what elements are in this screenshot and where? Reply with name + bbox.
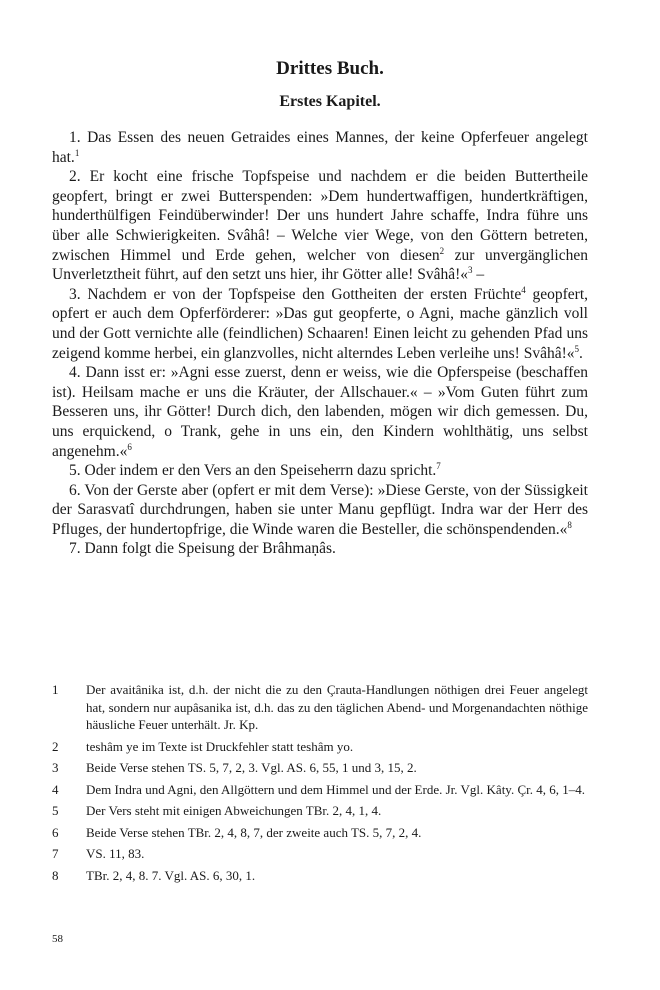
footnote-text: VS. 11, 83. [86, 846, 145, 861]
paragraph-text: 1. Das Essen des neuen Getraides eines Mannes, der keine Opferfeuer angelegt hat. [52, 129, 588, 166]
paragraph-text: 5. Oder indem er den Vers an den Speiseherrn dazu spricht. [69, 462, 437, 480]
footnote-marker: 5 [574, 343, 580, 354]
main-text [52, 128, 588, 559]
footnote-text: Dem Indra und Agni, den Allgöttern und dem Himmel und der Erde. Jr. Vgl. Kâty. Çr. 4, 6, 1–4. [86, 781, 585, 797]
footnote-marker: 8 [567, 519, 572, 530]
page-number: 58 [52, 933, 63, 945]
footnote [52, 781, 588, 799]
paragraph-text: geopfert, opfert er auch dem Opferförderer: »Das gut geopferte, o Agni, mache gänzlich voll und der Gott vernichte alle (feindlichen) Schaaren! Einen leicht zu gehenden Pfad uns zeigend komme herbei, ein glanzvolles, nicht alterndes Leben verleihe uns! Svâhâ!« [52, 285, 589, 362]
book-title: Drittes Buch. [276, 58, 384, 79]
paragraph [52, 539, 588, 559]
paragraph-text: . [579, 344, 583, 362]
footnote-number: 5 [52, 803, 59, 818]
paragraph-text: 2. Er kocht eine frische Topfspeise und nachdem er die beiden Buttertheile geopfert, bringt er zwei Butterspenden: »Dem hundertwaffigen, hundertkräftigen, hunderthülfigen Feindüberwinder! Der uns hundert Jahre schaffe, Indra führe uns über alle Schwierigkeiten. Svâhâ! – Welche vier Wege, von den Göttern betreten, zwischen Himmel und Erde gehen, welcher von diesen [52, 168, 588, 264]
footnote-marker: 4 [521, 284, 526, 295]
footnote-marker: 1 [74, 147, 80, 158]
footnote-marker: 6 [127, 441, 132, 452]
paragraph [52, 363, 588, 461]
paragraph [52, 128, 588, 167]
chapter-title: Erstes Kapitel. [279, 93, 381, 110]
footnote-number: 3 [52, 760, 59, 775]
paragraph-text: 3. Nachdem er von der Topfspeise den Gottheiten der ersten Früchte [69, 285, 522, 303]
footnote-number: 6 [52, 824, 59, 840]
footnote-text: TBr. 2, 4, 8. 7. Vgl. AS. 6, 30, 1. [86, 867, 256, 883]
footnote-number: 4 [52, 781, 59, 797]
footnote [52, 802, 588, 820]
footnote-text: teshâm ye im Texte ist Druckfehler statt teshâm yo. [86, 738, 354, 754]
paragraph [52, 481, 588, 540]
footnote [52, 759, 588, 777]
paragraph-text: – [472, 266, 485, 284]
footnote-number: 8 [52, 867, 59, 883]
footnote-marker: 2 [439, 245, 445, 256]
paragraph-text: 7. Dann folgt die Speisung der Brâhmaṇâs. [69, 540, 336, 558]
footnotes [52, 681, 588, 888]
paragraph [52, 461, 588, 481]
footnote-number: 2 [52, 738, 59, 754]
paragraph [52, 285, 588, 363]
footnote-text: Beide Verse stehen TBr. 2, 4, 8, 7, der zweite auch TS. 5, 7, 2, 4. [86, 824, 422, 840]
footnote-text: Beide Verse stehen TS. 5, 7, 2, 3. Vgl. AS. 6, 55, 1 und 3, 15, 2. [86, 760, 417, 775]
footnote [52, 681, 588, 734]
footnote [52, 824, 588, 842]
paragraph [52, 167, 588, 285]
footnote [52, 867, 588, 885]
footnote-marker: 7 [436, 461, 441, 472]
paragraph-text: 6. Von der Gerste aber (opfert er mit dem Verse): »Diese Gerste, von der Süssigkeit der Sarasvatî durchdrungen, haben sie unter Manu gepflügt. Indra war der Herr des Pfluges, der hundertopfrige, die Winde waren die Besteller, die schönspendenden.« [52, 481, 588, 538]
footnote [52, 845, 588, 863]
footnote-marker: 3 [468, 265, 473, 276]
paragraph-text: 4. Dann isst er: »Agni esse zuerst, denn er weiss, wie die Opferspeise (beschaffen ist). Heilsam mache er uns die Kräuter, der Allschauer.« – »Vom Guten führt zum Besseren uns, ihr Götter! Durch dich, den labenden, mögen wir dich gemessen. Du, uns erquickend, o Trank, gehe in uns ein, den Kindern wohlthätig, uns selbst angenehm.« [52, 364, 588, 460]
footnote-number: 7 [52, 846, 59, 861]
paragraph-text: zur unvergänglichen Unverletztheit führt, auf den setzt uns hier, ihr Götter alle! Svâhâ!« [52, 246, 588, 284]
footnote-text: Der Vers steht mit einigen Abweichungen TBr. 2, 4, 1, 4. [86, 803, 382, 818]
footnote-number: 1 [52, 682, 59, 697]
footnote [52, 738, 588, 756]
footnote-text: Der avaitânika ist, d.h. der nicht die zu den Çrauta-Handlungen nöthigen drei Feuer angelegt hat, sondern nur aupâsanika ist, d.h. das zu den täglichen Abend- und Morgenandachten nöthige häusliche Feuer unterhält. Jr. Kp. [86, 682, 588, 732]
